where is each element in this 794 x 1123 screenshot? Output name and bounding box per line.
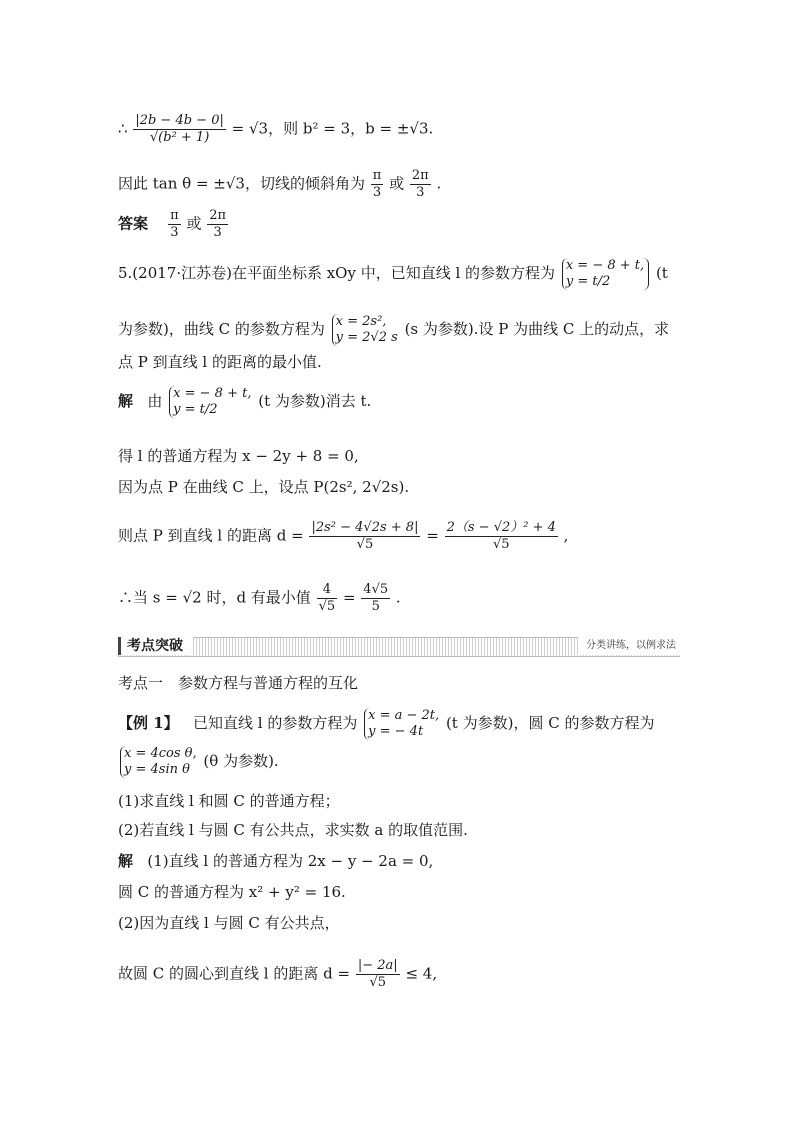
example-line [118, 746, 279, 778]
text: 或 [186, 214, 202, 233]
section-title: 考点突破 [118, 637, 193, 655]
text: (t 为参数)消去 t. [258, 392, 372, 410]
text: 考点一 参数方程与普通方程的互化 [118, 674, 359, 692]
text: = [342, 588, 356, 607]
solution-label: 解 [118, 392, 134, 410]
solution-line [118, 520, 568, 553]
text: 故圆 C 的圆心到直线 l 的距离 d = [118, 964, 351, 983]
fraction: $\frac{2\pi}{3}$ [411, 168, 429, 200]
text: 由 [147, 392, 163, 410]
text: (1)直线 l 的普通方程为 2x − y − 2a = 0, [147, 852, 434, 870]
fraction: $\frac{|- 2a|}{√5}$ [357, 958, 398, 990]
solution-line [118, 477, 409, 497]
fraction: $\frac{|2b - 4b - 0|}{\text{√(b² + 1)}}$ [135, 113, 224, 145]
fraction: $\frac{4}{√5}$ [318, 582, 336, 614]
example-line [118, 708, 654, 740]
solution-line [118, 446, 359, 466]
math-line [118, 168, 441, 201]
fraction: $\frac{\pi}{3}$ [170, 208, 179, 240]
text: 则点 P 到直线 l 的距离 d = [118, 526, 304, 545]
text: 因为点 P 在曲线 C 上，设点 P(2s², 2√2s). [118, 478, 410, 496]
text: 圆 C 的普通方程为 x² + y² = 16. [118, 883, 346, 901]
text: = √3，则 b² = 3，b = ±√3. [231, 119, 434, 138]
section-subtitle: 分类讲练，以例求法 [578, 637, 680, 655]
solution-line [118, 582, 401, 615]
text: . [395, 588, 401, 607]
fraction: $\frac{\text{|2s² − 4√2s + 8|}}{√5}$ [311, 520, 419, 552]
equation-system: x = a − 2t, y = − 4t [364, 708, 439, 740]
fraction: $\frac{2\pi}{3}$ [209, 208, 227, 240]
text: ∴ [118, 119, 128, 138]
text: , [563, 526, 569, 545]
answer-line [118, 208, 229, 241]
solution-line [118, 386, 371, 418]
text: 已知直线 l 的参数方程为 [193, 714, 358, 732]
solution-line [118, 913, 340, 933]
topic-heading [118, 673, 358, 693]
text: (1)求直线 l 和圆 C 的普通方程； [118, 792, 340, 810]
text: = [426, 526, 439, 545]
text: (t 为参数)，圆 C 的参数方程为 [445, 714, 655, 732]
text: 得 l 的普通方程为 x − 2y + 8 = 0, [118, 447, 359, 465]
equation-system: x = − 8 + t, y = t/2 [169, 386, 251, 418]
text: 为参数)，曲线 C 的参数方程为 [118, 320, 325, 338]
text: . [436, 174, 442, 193]
equation-system: x = 2s², y = 2√2 s [332, 314, 398, 346]
fraction: $\frac{\text{2（s − √2）² + 4}}{√5}$ [446, 520, 556, 552]
text: (θ 为参数). [203, 752, 279, 770]
example-label: 【例 1】 [118, 714, 179, 732]
equation-system: x = 4cos θ, y = 4sin θ [120, 746, 197, 778]
text: 点 P 到直线 l 的距离的最小值. [118, 353, 322, 371]
problem-line [118, 352, 322, 372]
text: 或 [389, 174, 405, 193]
text: (s 为参数).设 P 为曲线 C 上的动点，求 [404, 320, 670, 338]
solution-line [118, 851, 433, 871]
text: (2)因为直线 l 与圆 C 有公共点， [118, 914, 340, 932]
fraction: $\frac{4√5}{5}$ [363, 582, 389, 614]
text: (2)若直线 l 与圆 C 有公共点，求实数 a 的取值范围. [118, 821, 468, 839]
text: ≤ 4, [405, 964, 438, 983]
text: ∴当 s = √2 时，d 有最小值 [118, 588, 311, 607]
example-line [118, 791, 340, 811]
math-line [118, 113, 433, 146]
problem-line [118, 314, 669, 346]
fraction: $\frac{\pi}{3}$ [372, 168, 382, 200]
answer-label: 答案 [118, 214, 149, 233]
equation-system: x = − 8 + t, y = t/2 [562, 258, 649, 290]
solution-label: 解 [118, 852, 134, 870]
example-line [118, 820, 468, 840]
text: (t [655, 264, 668, 282]
solution-line [118, 958, 437, 991]
section-header-bar [118, 637, 680, 657]
text: 因此 tan θ = ±√3，切线的倾斜角为 [118, 174, 365, 193]
problem-line [118, 258, 668, 290]
text: 5.(2017·江苏卷)在平面坐标系 xOy 中，已知直线 l 的参数方程为 [118, 264, 556, 282]
solution-line [118, 882, 346, 902]
